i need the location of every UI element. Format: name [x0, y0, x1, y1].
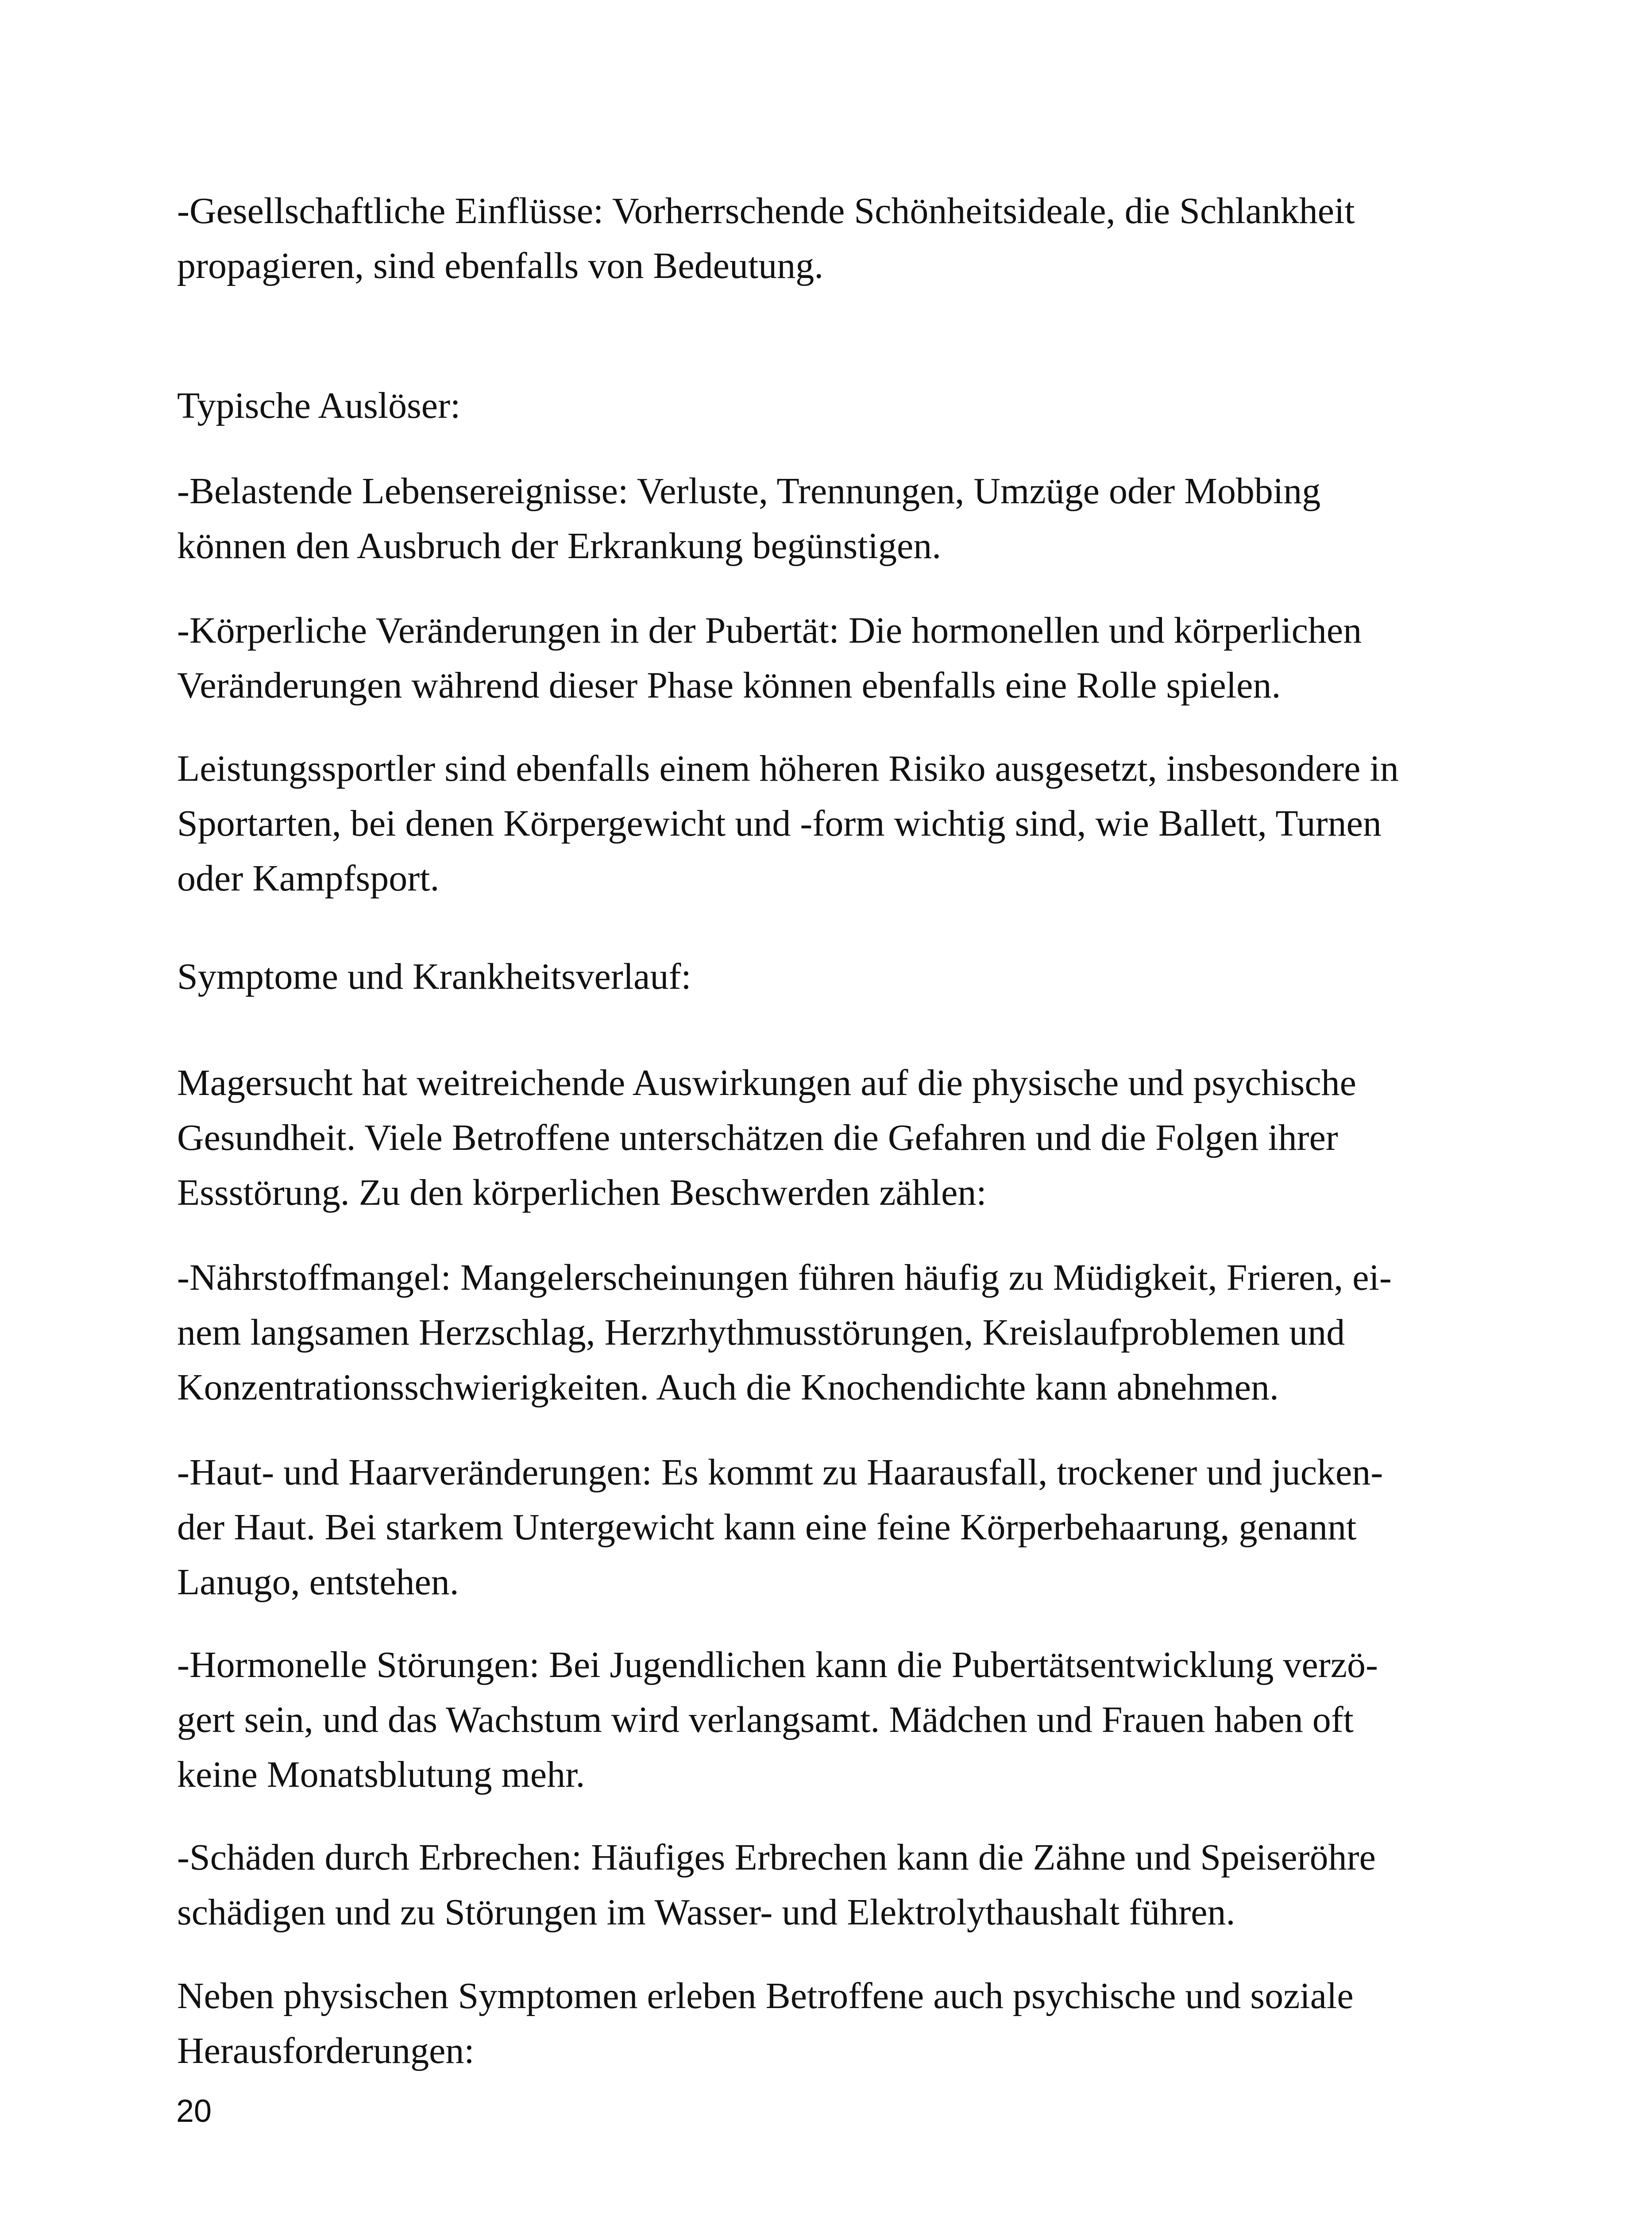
- text-line: der Haut. Bei starkem Untergewicht kann eine feine Körperbehaarung, genannt: [177, 1507, 1357, 1548]
- paragraph-koerperliche-veraenderungen: [177, 603, 1474, 713]
- text-line: keine Monatsblutung mehr.: [177, 1754, 585, 1795]
- text-line: nem langsamen Herzschlag, Herzrhythmusstörungen, Kreislaufproblemen und: [177, 1312, 1345, 1353]
- text-line: Essstörung. Zu den körperlichen Beschwerden zählen:: [177, 1172, 987, 1213]
- paragraph-magersucht-auswirkungen: [177, 1056, 1474, 1220]
- text-line: -Haut- und Haarveränderungen: Es kommt zu Haarausfall, trockener und jucken-: [177, 1452, 1383, 1493]
- text-line: Neben physischen Symptomen erleben Betroffene auch psychische und soziale: [177, 1975, 1354, 2016]
- text-line: gert sein, und das Wachstum wird verlangsamt. Mädchen und Frauen haben oft: [177, 1699, 1354, 1740]
- text-line: schädigen und zu Störungen im Wasser- und Elektrolythaushalt führen.: [177, 1892, 1235, 1933]
- paragraph-belastende-lebensereignisse: [177, 464, 1474, 574]
- text-line: -Körperliche Veränderungen in der Pubertät: Die hormonellen und körperlichen: [177, 610, 1362, 651]
- text-line: Typische Auslöser:: [177, 385, 461, 426]
- text-line: Sportarten, bei denen Körpergewicht und -form wichtig sind, wie Ballett, Turnen: [177, 803, 1382, 844]
- text-line: oder Kampfsport.: [177, 858, 440, 899]
- paragraph-haut-haar: [177, 1445, 1474, 1610]
- text-line: Herausforderungen:: [177, 2030, 475, 2071]
- text-line: -Schäden durch Erbrechen: Häufiges Erbrechen kann die Zähne und Speiseröhre: [177, 1837, 1376, 1878]
- text-line: Magersucht hat weitreichende Auswirkungen auf die physische und psychische: [177, 1062, 1356, 1103]
- text-line: propagieren, sind ebenfalls von Bedeutung.: [177, 245, 824, 286]
- text-line: -Gesellschaftliche Einflüsse: Vorherrschende Schönheitsideale, die Schlankheit: [177, 190, 1355, 231]
- text-line: können den Ausbruch der Erkrankung begünstigen.: [177, 525, 942, 567]
- paragraph-hormonelle-stoerungen: [177, 1638, 1474, 1802]
- text-line: Konzentrationsschwierigkeiten. Auch die Knochendichte kann abnehmen.: [177, 1367, 1279, 1408]
- text-line: Veränderungen während dieser Phase können ebenfalls eine Rolle spielen.: [177, 665, 1281, 706]
- text-line: Gesundheit. Viele Betroffene unterschätzen die Gefahren und die Folgen ihrer: [177, 1117, 1338, 1158]
- paragraph-psychische-soziale: [177, 1969, 1474, 2078]
- paragraph-naehrstoffmangel: [177, 1250, 1474, 1415]
- text-line: -Nährstoffmangel: Mangelerscheinungen führen häufig zu Müdigkeit, Frieren, ei-: [177, 1257, 1392, 1298]
- paragraph-erbrechen: [177, 1830, 1474, 1940]
- paragraph-gesellschaftliche-einfluesse: [177, 184, 1474, 293]
- text-line: -Belastende Lebensereignisse: Verluste, Trennungen, Umzüge oder Mobbing: [177, 470, 1321, 512]
- text-line: Lanugo, entstehen.: [177, 1561, 459, 1603]
- text-line: Symptome und Krankheitsverlauf:: [177, 956, 691, 997]
- paragraph-leistungssportler: [177, 741, 1474, 906]
- text-line: Leistungssportler sind ebenfalls einem höheren Risiko ausgesetzt, insbesondere in: [177, 748, 1399, 789]
- text-line: -Hormonelle Störungen: Bei Jugendlichen kann die Pubertätsentwicklung verzö-: [177, 1644, 1378, 1685]
- page-number: 20: [176, 2093, 212, 2129]
- heading-typische-ausloeser: [177, 378, 1474, 433]
- heading-symptome: [177, 949, 1474, 1004]
